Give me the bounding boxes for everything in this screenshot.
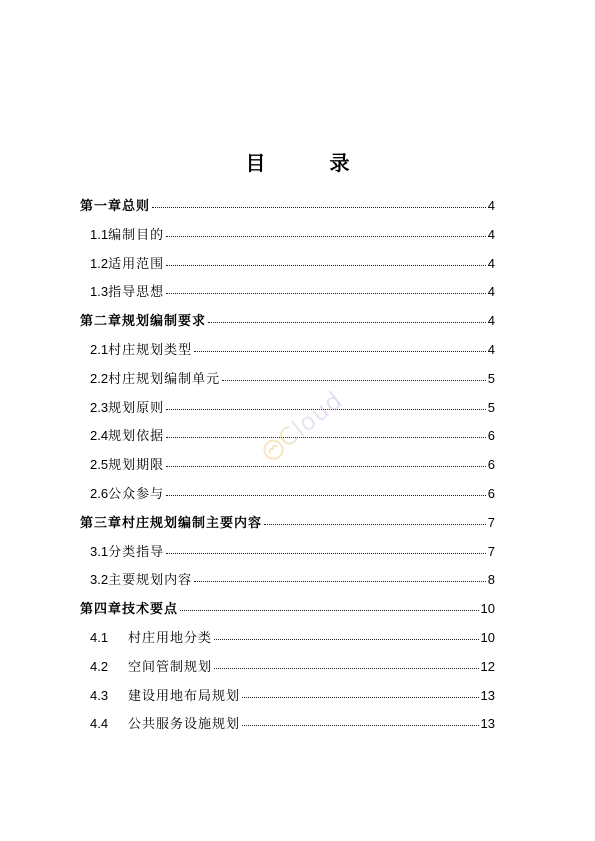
toc-page-number: 4 [487, 341, 495, 357]
toc-entry-label: 指导思想 [108, 285, 165, 301]
toc-section-number: 3.1 [90, 543, 109, 559]
toc-entry-section-4-1[interactable] [80, 629, 495, 658]
toc-section-number: 2.2 [90, 370, 109, 386]
toc-entry-label: 规划依据 [108, 429, 165, 445]
toc-entry-label: 村庄规划类型 [108, 342, 193, 358]
toc-entry-chapter-1[interactable] [80, 197, 495, 226]
dot-leader [166, 236, 486, 237]
dot-leader [242, 725, 479, 726]
toc-entry-label: 规划原则 [108, 400, 165, 416]
dot-leader [214, 668, 479, 669]
toc-section-number: 2.1 [90, 341, 109, 357]
toc-entry-label: 分类指导 [108, 544, 165, 560]
toc-entry-label: 适用范围 [108, 256, 165, 272]
toc-page-number: 10 [480, 629, 495, 645]
dot-leader [166, 466, 486, 467]
toc-page-number: 4 [487, 255, 495, 271]
toc-page-number: 13 [480, 716, 495, 732]
toc-section-number: 4.3 [90, 687, 109, 703]
dot-leader [166, 495, 486, 496]
dot-leader [166, 265, 486, 266]
toc-entry-label: 第四章技术要点 [80, 602, 179, 618]
dot-leader [214, 639, 479, 640]
dot-leader [194, 351, 486, 352]
toc-page-number: 4 [487, 313, 495, 329]
toc-entry-label: 第三章村庄规划编制主要内容 [80, 515, 263, 531]
toc-page-number: 4 [487, 198, 495, 213]
toc-section-number: 4.2 [90, 658, 109, 674]
toc-section-number: 3.2 [90, 572, 109, 588]
toc-page-number: 6 [487, 485, 495, 501]
toc-entry-section-3-2[interactable] [80, 571, 495, 600]
toc-entry-label: 村庄用地分类 [128, 630, 213, 646]
dot-leader [166, 293, 486, 294]
dot-leader [152, 207, 486, 208]
toc-page-number: 7 [487, 543, 495, 559]
toc-section-number: 1.3 [90, 284, 109, 300]
toc-section-number: 1.1 [90, 226, 109, 242]
toc-entry-label: 空间管制规划 [128, 659, 213, 675]
toc-entry-section-1-3[interactable] [80, 283, 495, 312]
toc-entry-section-2-2[interactable] [80, 370, 495, 399]
toc-entry-section-2-6[interactable] [80, 485, 495, 514]
toc-page-number: 6 [487, 428, 495, 444]
toc-section-number: 4.4 [90, 716, 109, 732]
toc-page-number: 10 [480, 601, 495, 617]
toc-entry-section-1-2[interactable] [80, 255, 495, 284]
dot-leader [208, 322, 486, 323]
toc-page-number: 8 [487, 572, 495, 588]
toc-entry-label: 规划期限 [108, 458, 165, 474]
toc-entry-section-4-4[interactable] [80, 715, 495, 744]
dot-leader [222, 380, 486, 381]
toc-page-number: 4 [487, 226, 495, 242]
toc-entry-label: 第二章规划编制要求 [80, 314, 207, 330]
toc-page-number: 12 [480, 658, 495, 674]
toc-entry-chapter-4[interactable] [80, 600, 495, 629]
toc-section-number: 2.5 [90, 457, 109, 473]
watermark-text: Cloud [272, 385, 349, 454]
toc-entry-section-2-1[interactable] [80, 341, 495, 370]
toc-section-number: 2.4 [90, 428, 109, 444]
toc-section-number: 2.3 [90, 399, 109, 415]
toc-entry-label: 村庄规划编制单元 [108, 371, 221, 387]
dot-leader [194, 581, 486, 582]
toc-entry-section-4-3[interactable] [80, 687, 495, 716]
toc-page-number: 4 [487, 284, 495, 300]
toc-entry-label: 公共服务设施规划 [128, 717, 241, 733]
toc-page-number: 5 [487, 399, 495, 415]
toc-section-number: 1.2 [90, 255, 109, 271]
toc-title: 目 录 [245, 151, 372, 175]
toc-page-number: 13 [480, 687, 495, 703]
dot-leader [166, 553, 486, 554]
dot-leader [180, 610, 479, 611]
toc-entry-label: 建设用地布局规划 [128, 688, 241, 704]
toc-page-number: 5 [487, 370, 495, 386]
toc-entry-chapter-2[interactable] [80, 312, 495, 341]
toc-entry-section-4-2[interactable] [80, 658, 495, 687]
toc-section-number: 4.1 [90, 629, 109, 645]
toc-entry-section-1-1[interactable] [80, 226, 495, 255]
toc-entry-chapter-3[interactable] [80, 514, 495, 543]
toc-page-number: 7 [487, 514, 495, 530]
dot-leader [264, 524, 486, 525]
toc-entry-label: 第一章总则 [80, 199, 151, 214]
toc-entry-label: 编制目的 [108, 227, 165, 243]
toc-section-number: 2.6 [90, 485, 109, 501]
toc-page-number: 6 [487, 457, 495, 473]
toc-entry-label: 公众参与 [108, 486, 165, 502]
toc-entry-section-3-1[interactable] [80, 543, 495, 572]
toc-entry-label: 主要规划内容 [108, 573, 193, 589]
dot-leader [242, 697, 479, 698]
